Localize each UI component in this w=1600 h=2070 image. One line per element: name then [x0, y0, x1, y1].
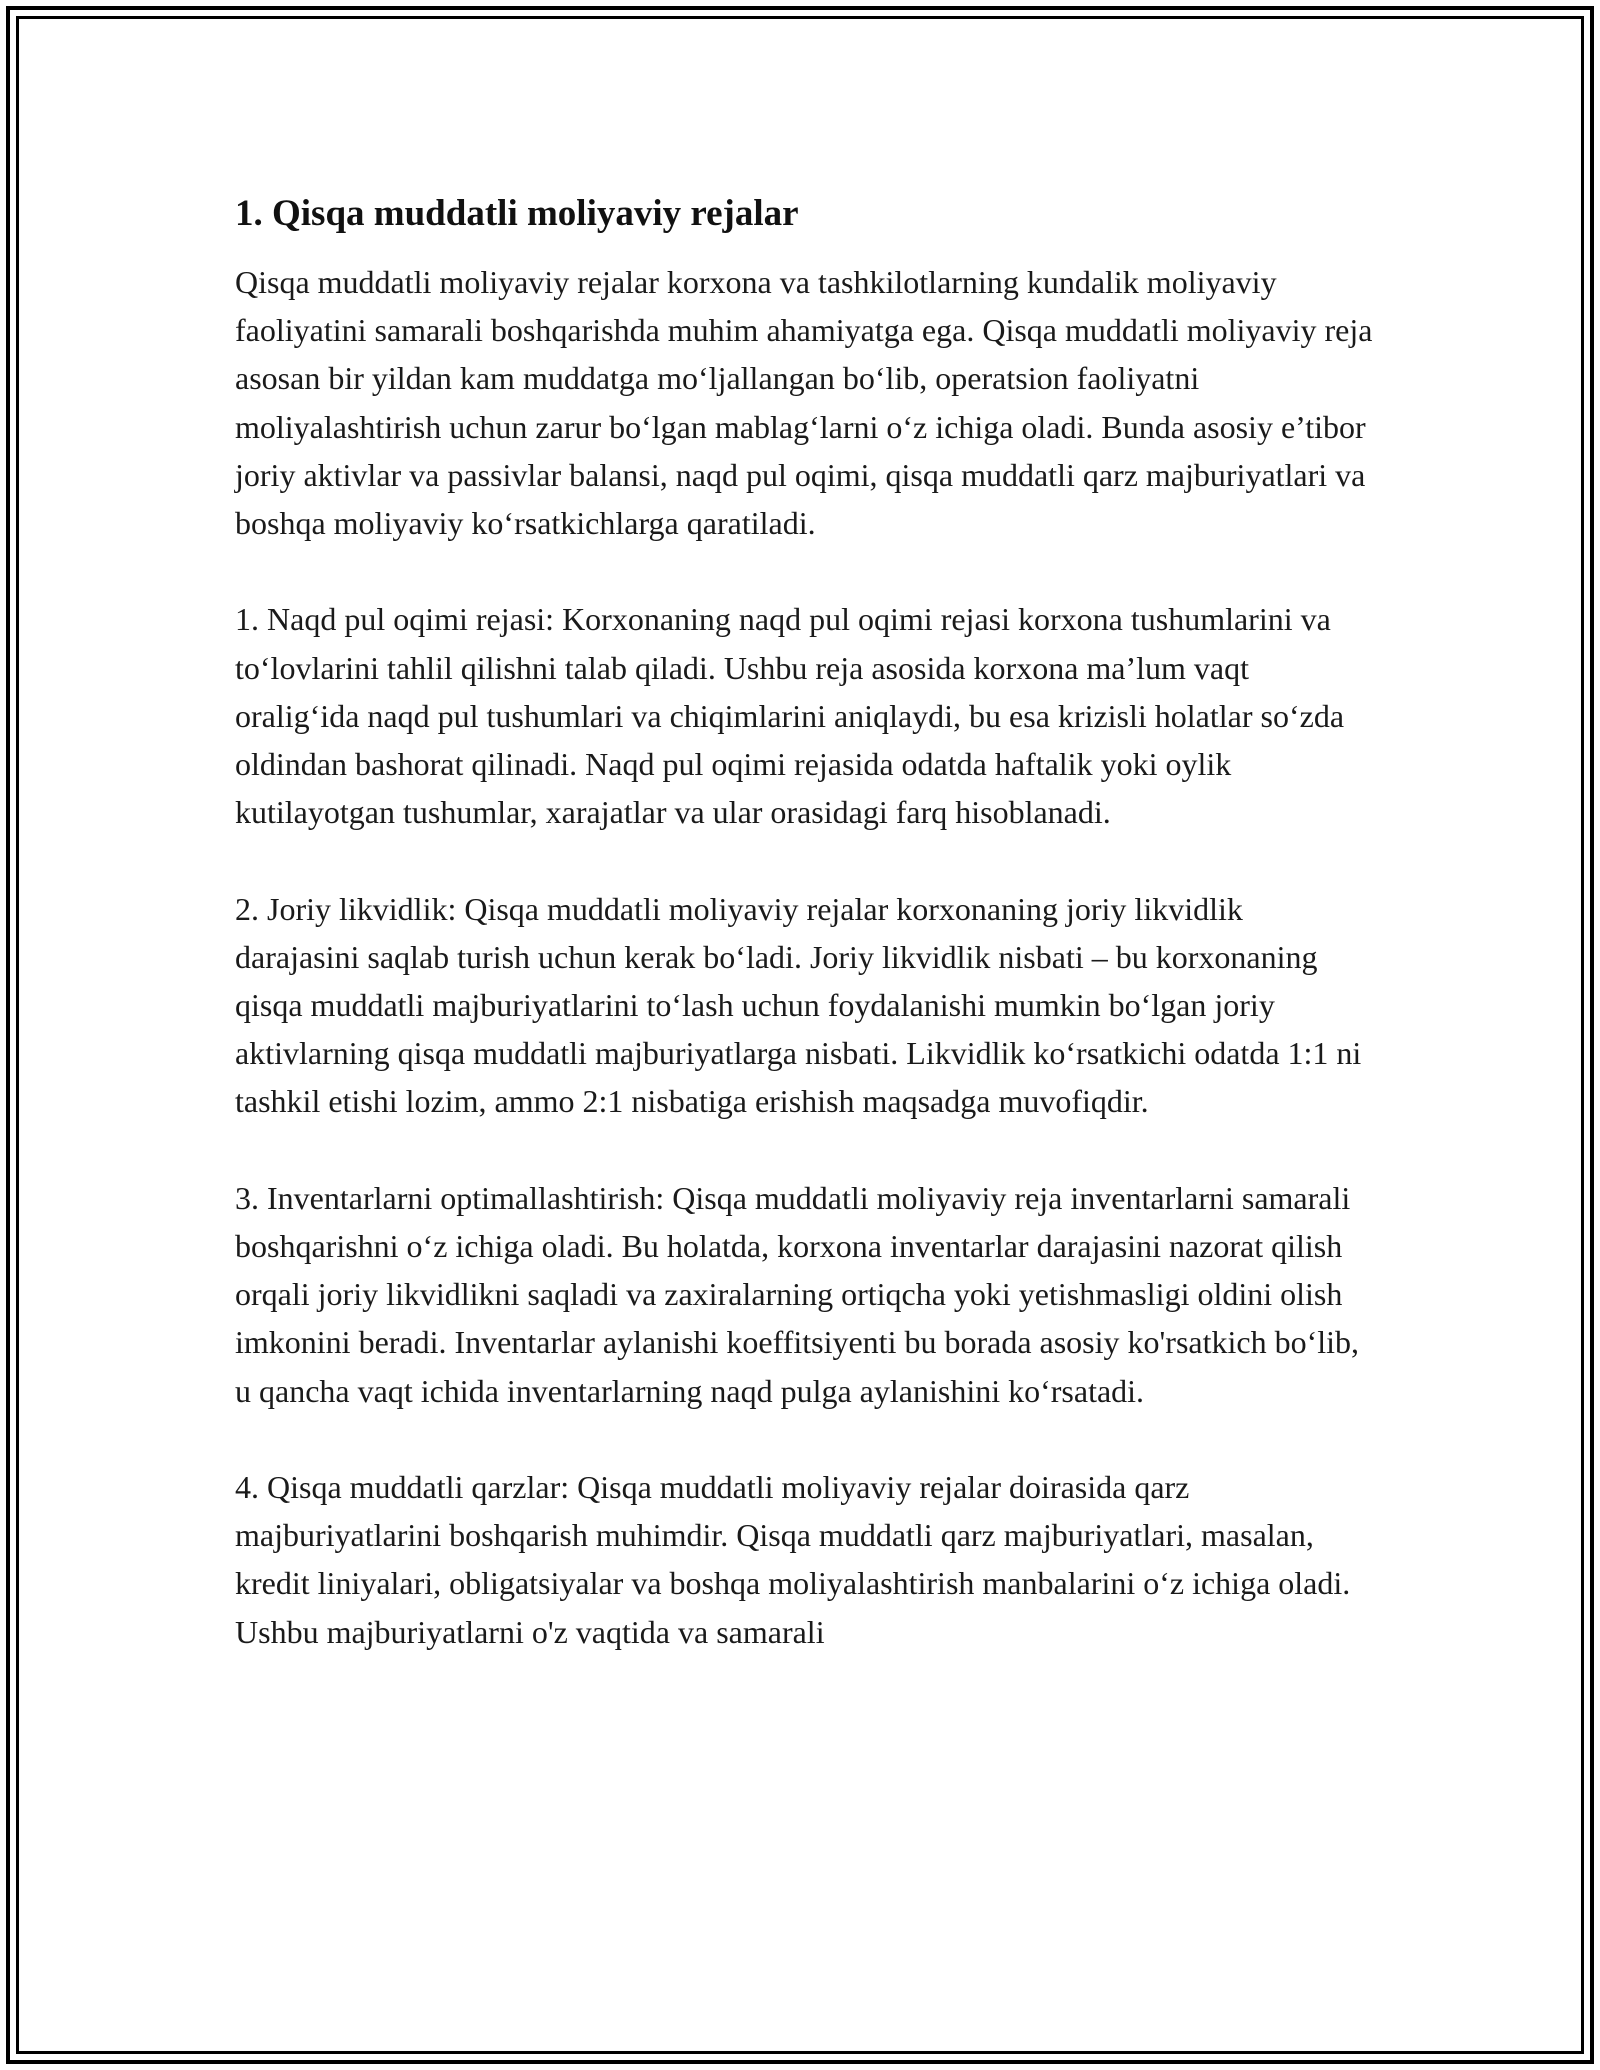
section-heading: 1. Qisqa muddatli moliyaviy rejalar	[235, 193, 799, 234]
document-body	[235, 190, 1375, 1656]
paragraph-inventory-optimization: 3. Inventarlarni optimallashtirish: Qisqa muddatli moliyaviy reja inventarlarni samarali boshqarishni o‘z ichiga oladi. Bu holatda, korxona inventarlar darajasini nazorat qilish orqali joriy likvidlikni saqladi va zaxiralarning ortiqcha yoki yetishmasligi oldini olish imkonini beradi. Inventarlar aylanishi koeffitsiyenti bu borada asosiy ko'rsatkich bo‘lib, u qancha vaqt ichida inventarlarning naqd pulga aylanishini ko‘rsatadi.	[235, 1179, 1360, 1409]
paragraph-short-term-loans: 4. Qisqa muddatli qarzlar: Qisqa muddatli moliyaviy rejalar doirasida qarz majburiyatlarini boshqarish muhimdir. Qisqa muddatli qarz majburiyatlari, masalan, kredit liniyalari, obligatsiyalar va boshqa moliyalashtirish manbalarini o‘z ichiga oladi. Ushbu majburiyatlarni o'z vaqtida va samarali	[235, 1469, 1351, 1650]
paragraph-current-liquidity: 2. Joriy likvidlik: Qisqa muddatli moliyaviy rejalar korxonaning joriy likvidlik darajasini saqlab turish uchun kerak bo‘ladi. Joriy likvidlik nisbati – bu korxonaning qisqa muddatli majburiyatlarini to‘lash uchun foydalanishi mumkin bo‘lgan joriy aktivlarning qisqa muddatli majburiyatlarga nisbati. Likvidlik ko‘rsatkichi odatda 1:1 ni tashkil etishi lozim, ammo 2:1 nisbatiga erishish maqsadga muvofiqdir.	[235, 890, 1362, 1120]
paragraph-cash-flow-plan: 1. Naqd pul oqimi rejasi: Korxonaning naqd pul oqimi rejasi korxona tushumlarini va to‘lovlarini tahlil qilishni talab qiladi. Ushbu reja asosida korxona ma’lum vaqt oralig‘ida naqd pul tushumlari va chiqimlarini aniqlaydi, bu esa krizisli holatlar so‘zda oldindan bashorat qilinadi. Naqd pul oqimi rejasida odatda haftalik yoki oylik kutilayotgan tushumlar, xarajatlar va ular orasidagi farq hisoblanadi.	[235, 601, 1345, 831]
intro-paragraph: Qisqa muddatli moliyaviy rejalar korxona va tashkilotlarning kundalik moliyaviy faoliyatini samarali boshqarishda muhim ahamiyatga ega. Qisqa muddatli moliyaviy reja asosan bir yildan kam muddatga mo‘ljallangan bo‘lib, operatsion faoliyatni moliyalashtirish uchun zarur bo‘lgan mablag‘larni o‘z ichiga oladi. Bunda asosiy e’tibor joriy aktivlar va passivlar balansi, naqd pul oqimi, qisqa muddatli qarz majburiyatlari va boshqa moliyaviy ko‘rsatkichlarga qaratiladi.	[235, 264, 1373, 542]
